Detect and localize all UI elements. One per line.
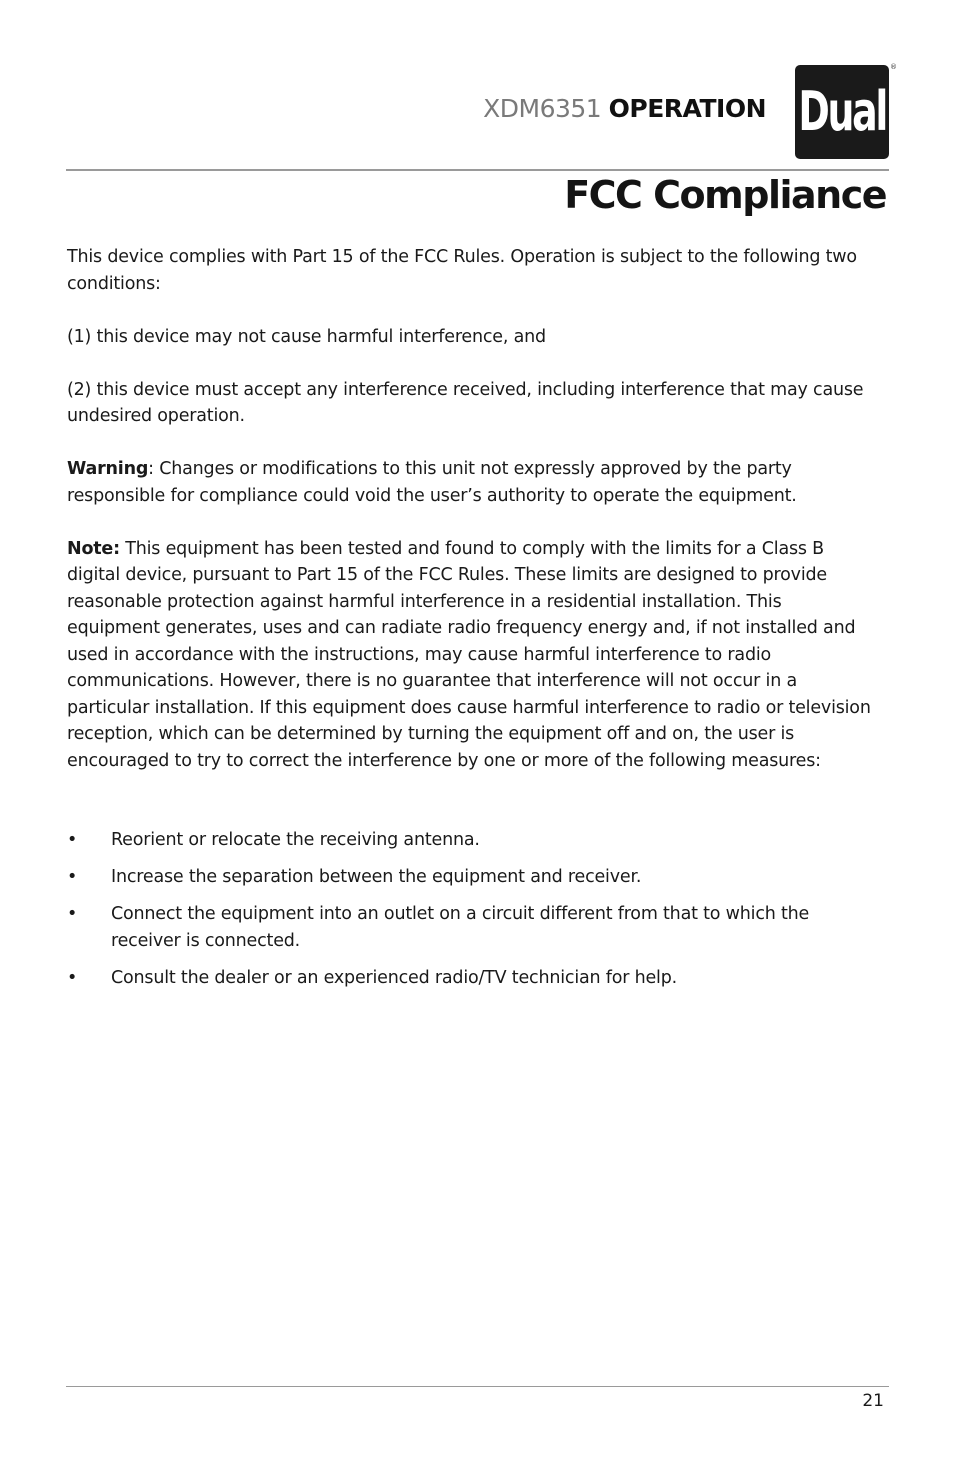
- list-item: [67, 864, 877, 891]
- bullet-icon: •: [67, 830, 78, 850]
- measures-list: [67, 827, 877, 1002]
- intro-paragraph: This device complies with Part 15 of the FCC Rules. Operation is subject to the following two conditions:: [67, 247, 857, 294]
- list-item-text: Increase the separation between the equipment and receiver.: [111, 867, 642, 887]
- list-item: [67, 901, 877, 954]
- bullet-icon: •: [67, 904, 78, 924]
- footer-divider: [66, 1386, 889, 1387]
- list-item-text: Consult the dealer or an experienced radio/TV technician for help.: [111, 967, 677, 988]
- header-divider: [66, 169, 889, 171]
- header-model: XDM6351: [483, 94, 602, 123]
- page-number: 21: [862, 1391, 884, 1411]
- condition-1: (1) this device may not cause harmful interference, and: [67, 326, 546, 347]
- note-paragraph: [67, 536, 877, 775]
- warning-label: Warning: [67, 459, 149, 479]
- condition-2: (2) this device must accept any interference received, including interference that may cause undesired operation.: [67, 379, 864, 426]
- list-item: [67, 827, 877, 854]
- registered-mark: ®: [890, 63, 897, 71]
- note-label: Note:: [67, 538, 120, 559]
- warning-text: : Changes or modifications to this unit not expressly approved by the party responsible for compliance could void the user’s authority to operate the equipment.: [67, 459, 797, 506]
- list-item: [67, 965, 877, 992]
- page-title: FCC Compliance: [564, 173, 886, 217]
- list-item-text: Connect the equipment into an outlet on a circuit different from that to which the receiver is connected.: [111, 904, 810, 951]
- body-text: [67, 244, 877, 801]
- warning-paragraph: [67, 456, 877, 509]
- logo-text: Dual: [798, 80, 886, 143]
- header-title: [483, 94, 766, 123]
- dual-logo: [795, 63, 897, 159]
- bullet-icon: •: [67, 967, 78, 988]
- list-item-text: Reorient or relocate the receiving antenna.: [111, 830, 480, 850]
- header-section: OPERATION: [608, 94, 766, 123]
- bullet-icon: •: [67, 867, 78, 887]
- note-text: This equipment has been tested and found to comply with the limits for a Class B digital device, pursuant to Part 15 of the FCC Rules. These limits are designed to provide reasonable protection against harmful interference in a residential installation. This equipment generates, uses and can radiate radio frequency energy and, if not installed and used in accordance with the instructions, may cause harmful interference to radio communications. However, there is no guarantee that interference will not occur in a particular installation. If this equipment does cause harmful interference to radio or television reception, which can be determined by turning the equipment off and on, the user is encouraged to try to correct the interference by one or more of the following measures:: [67, 538, 871, 771]
